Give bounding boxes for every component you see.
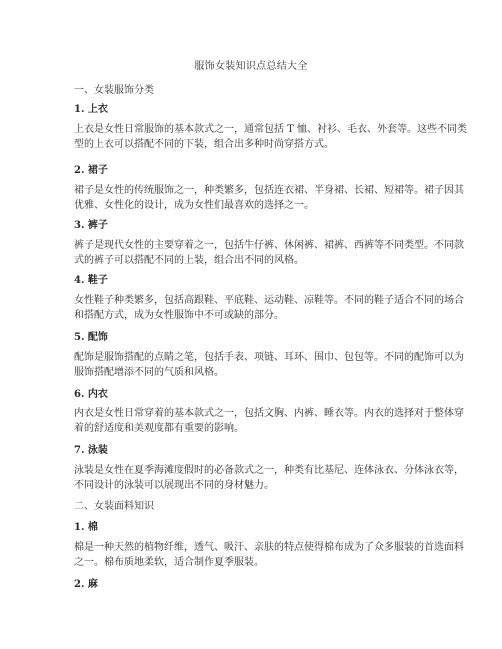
paragraph-line: 内衣是女性日常穿着的基本款式之一，包括文胸、内裤、睡衣等。内衣的选择对于整体穿 — [74, 408, 464, 419]
item-paragraph-underwear — [74, 406, 464, 436]
item-heading-linen: 2. 麻 — [74, 579, 98, 590]
item-heading-tops: 1. 上衣 — [74, 104, 108, 115]
item-heading-swimwear: 7. 泳装 — [74, 445, 108, 456]
paragraph-line: 女性鞋子种类繁多，包括高跟鞋、平底鞋、运动鞋、凉鞋等。不同的鞋子适合不同的场合 — [74, 295, 464, 306]
paragraph-line: 优雅、女性化的设计，成为女性们最喜欢的选择之一。 — [74, 200, 314, 211]
paragraph-line: 配饰是服饰搭配的点睛之笔，包括手表、项链、耳环、围巾、包包等。不同的配饰可以为 — [74, 352, 464, 363]
document-title: 服饰女装知识点总结大全 — [194, 61, 308, 72]
paragraph-line: 裙子是女性的传统服饰之一，种类繁多，包括连衣裙、半身裙、长裙、短裙等。裙子因其 — [74, 185, 464, 196]
section-heading-clothing-categories: 一、女装服饰分类 — [74, 85, 154, 96]
item-paragraph-pants — [74, 238, 464, 268]
paragraph-line: 裤子是现代女性的主要穿着之一，包括牛仔裤、休闲裤、裙裤、西裤等不同类型。不同款 — [74, 240, 464, 251]
item-paragraph-cotton — [74, 540, 464, 570]
item-heading-skirts: 2. 裙子 — [74, 165, 108, 176]
item-paragraph-swimwear — [74, 463, 464, 493]
item-heading-pants: 3. 裤子 — [74, 220, 108, 231]
paragraph-line: 不同设计的泳装可以展现出不同的身材魅力。 — [74, 480, 274, 491]
item-heading-accessories: 5. 配饰 — [74, 332, 108, 343]
paragraph-line: 式的裤子可以搭配不同的上装，组合出不同的风格。 — [74, 255, 304, 266]
item-heading-underwear: 6. 内衣 — [74, 389, 108, 400]
paragraph-line: 棉是一种天然的植物纤维，透气、吸汗、亲肤的特点使得棉布成为了众多服装的首选面料 — [74, 542, 464, 553]
paragraph-line: 型的上衣可以搭配不同的下装，组合出多种时尚穿搭方式。 — [74, 139, 334, 150]
paragraph-line: 着的舒适度和美观度都有重要的影响。 — [74, 423, 244, 434]
paragraph-line: 泳装是女性在夏季海滩度假时的必备款式之一，种类有比基尼、连体泳衣、分体泳衣等， — [74, 465, 464, 476]
item-paragraph-tops — [74, 122, 468, 152]
item-paragraph-skirts — [74, 183, 464, 213]
paragraph-line: 和搭配方式，成为女性服饰中不可或缺的部分。 — [74, 310, 284, 321]
item-heading-cotton: 1. 棉 — [74, 522, 98, 533]
item-heading-shoes: 4. 鞋子 — [74, 275, 108, 286]
paragraph-line: 上衣是女性日常服饰的基本款式之一，通常包括 T 恤、衬衫、毛衣、外套等。这些不同类 — [74, 124, 468, 135]
section-heading-fabric-knowledge: 二、女装面料知识 — [74, 501, 154, 512]
item-paragraph-shoes — [74, 293, 464, 323]
paragraph-line: 服饰搭配增添不同的气质和风格。 — [74, 367, 224, 378]
paragraph-line: 之一。棉布质地柔软，适合制作夏季服装。 — [74, 557, 264, 568]
item-paragraph-accessories — [74, 350, 464, 380]
